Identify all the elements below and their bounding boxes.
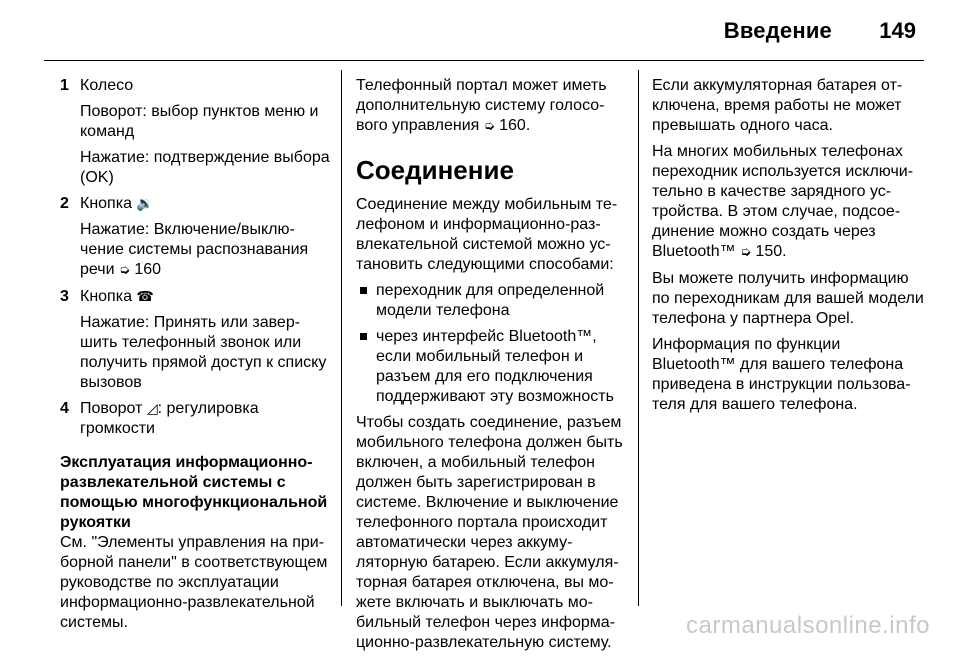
- paragraph: Вы можете получить информацию по переходникам для вашей модели телефона у партнера Opel.: [652, 270, 924, 327]
- paragraph: Информация по функции Bluetooth™ для вашего телефона приведена в инструкции пользователя для вашего телефона.: [652, 336, 911, 413]
- page-ref-icon: ➭: [483, 119, 495, 134]
- paragraph-text: На многих мобильных телефонах переходник используется исключительно в качестве зарядного устройства. В этом случае, подсоединение можно создать через Bluetooth™: [652, 143, 914, 260]
- volume-wedge-icon: ◿: [146, 401, 158, 417]
- item-text: Нажатие: подтверждение выбора (OK): [80, 149, 330, 186]
- item-title: Колесо: [80, 77, 134, 94]
- column-divider-1: [341, 70, 342, 606]
- bullet-item: [356, 281, 628, 321]
- item-title-row: [80, 194, 330, 214]
- item-number: 2: [60, 195, 69, 212]
- column-2: [356, 76, 628, 659]
- paragraph-with-ref: [652, 142, 924, 263]
- item-number: 4: [60, 400, 69, 417]
- page-ref-icon: ➭: [740, 245, 751, 260]
- section-text: См. "Элементы управления на приборной панели" в соответствующем руководстве по эксплуатации информационно-развлекательной системы.: [60, 534, 328, 631]
- item-title: Кнопка: [80, 288, 132, 305]
- column-divider-2: [638, 70, 639, 606]
- item-title-tail: : регулировка громкости: [80, 400, 259, 437]
- page-ref: 160: [134, 261, 162, 278]
- list-item: [60, 76, 330, 188]
- item-title: Кнопка: [80, 195, 132, 212]
- page-number: 149: [879, 18, 916, 43]
- paragraph: Соединение между мобильным телефоном и информационно-развлекательной системой можно установить следующими способами:: [356, 196, 618, 273]
- item-number: 1: [60, 77, 69, 94]
- item-text-row: [80, 220, 330, 281]
- item-title: Поворот: [80, 400, 143, 417]
- paragraph: Если аккумуляторная батарея отключена, время работы не может превышать одного часа.: [652, 77, 903, 134]
- page-header: [0, 0, 960, 62]
- bullet-square-icon: [360, 287, 367, 294]
- list-item: [60, 194, 330, 281]
- item-text: Нажатие: Принять или завершить телефонный звонок или получить прямой доступ к списку вызовов: [80, 314, 327, 391]
- watermark: carmanualsonline.info: [686, 612, 930, 639]
- paragraph: Чтобы создать соединение, разъем мобильного телефона должен быть включен, а мобильный телефон должен быть зарегистрирован в системе. Включение и выключение телефонного портала происходит автоматически через аккумуляторную батарею. Если аккумуляторная батарея отключена, вы можете включать и выключать мобильный телефон через информационно-развлекательную систему.: [356, 414, 623, 651]
- intro-text: Телефонный портал может иметь дополнительную систему голосового управления: [356, 77, 607, 134]
- section-heading: Эксплуатация информационно-развлекательной системы с помощью многофункциональной рукоятки: [60, 454, 328, 531]
- intro-paragraph: [356, 76, 628, 137]
- page-ref: 150.: [755, 243, 787, 260]
- item-title-row: [80, 287, 330, 307]
- bullet-square-icon: [360, 333, 367, 340]
- voice-icon: 🔉: [136, 196, 154, 212]
- section-title: Соединение: [356, 155, 514, 185]
- page-title: Введение: [723, 18, 832, 43]
- item-number: 3: [60, 288, 69, 305]
- header-divider: [44, 60, 924, 61]
- bullet-text: переходник для определенной модели телефона: [376, 282, 605, 319]
- phone-icon: ☎: [136, 289, 154, 305]
- list-item: [60, 287, 330, 393]
- page-ref: 160.: [499, 117, 531, 134]
- page-ref-icon: ➭: [119, 263, 130, 278]
- item-text: Поворот: выбор пунктов меню и команд: [80, 103, 319, 140]
- column-3: [652, 76, 924, 421]
- list-item: [60, 399, 330, 439]
- item-text: Нажатие: Включение/выключение системы распознавания речи: [80, 221, 309, 278]
- bullet-text: через интерфейс Bluetooth™, если мобильный телефон и разъем для его подключения поддерживают эту возможность: [376, 328, 614, 405]
- bullet-item: [356, 327, 628, 407]
- column-1: [60, 76, 330, 639]
- item-title-row: [80, 399, 330, 439]
